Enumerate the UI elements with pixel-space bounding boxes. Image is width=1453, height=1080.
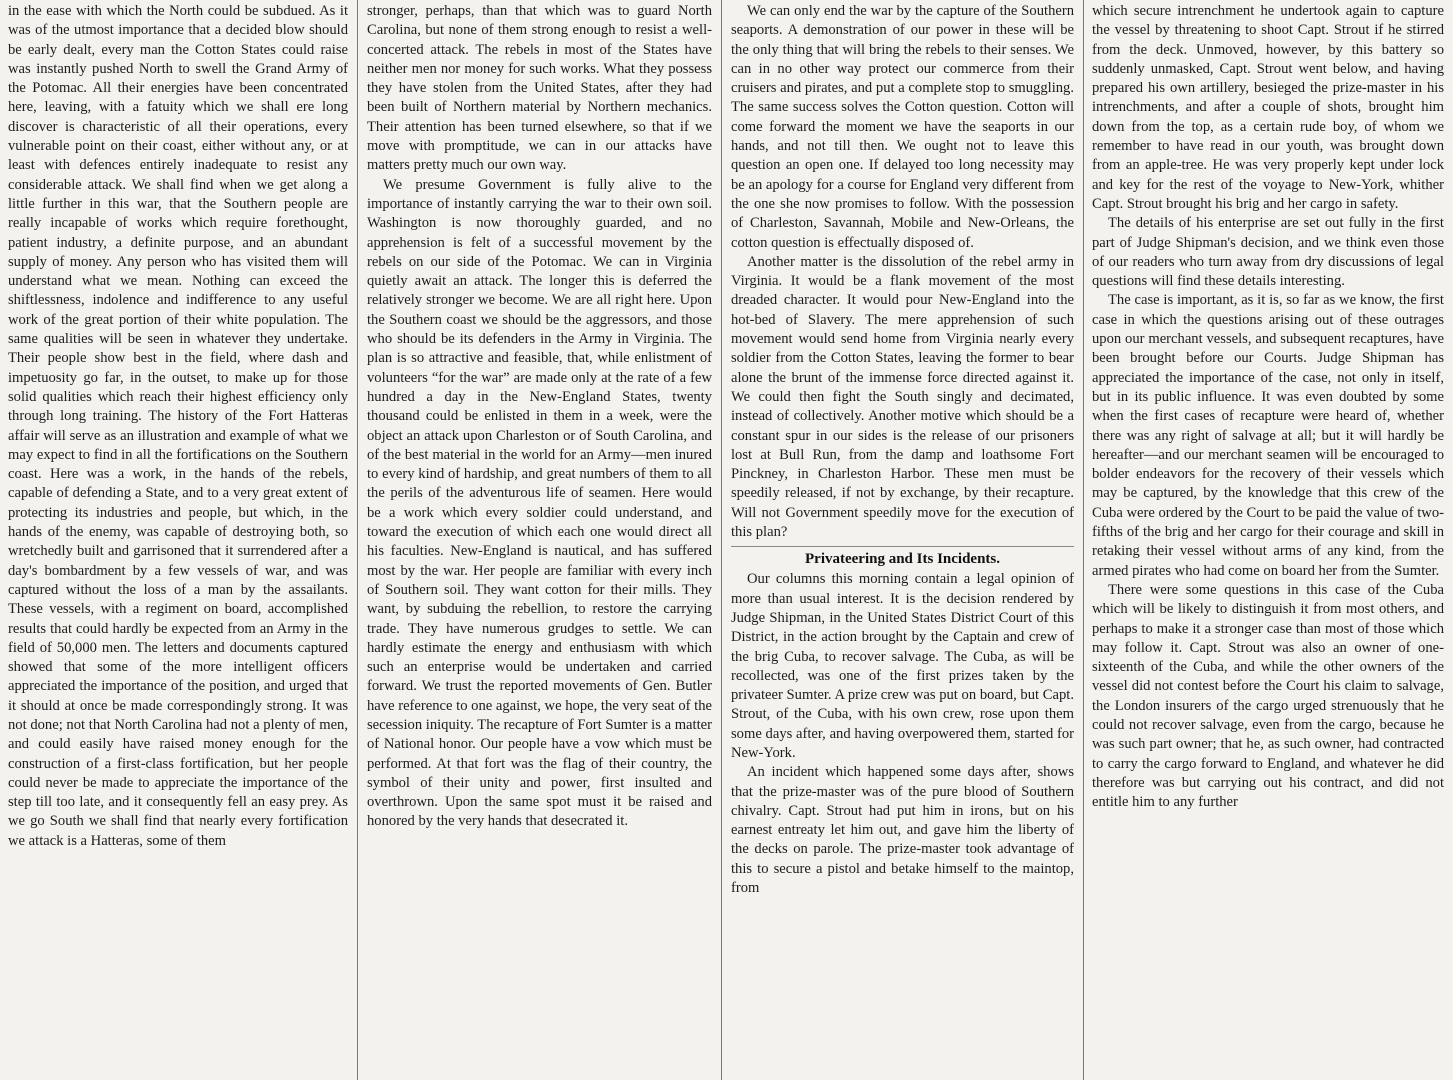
paragraph: The case is important, as it is, so far as we know, the first case in which the questions arising out of these outrages upon our merchant vessels, and subsequent recaptures, have been brought before our Courts. Judge Shipman has appreciated the importance of the case, not only in itself, but in its public influence. It was even doubted by some when the first cases of recapture were heard of, whether there was any right of salvage at all; but it will hardly be hereafter—and our merchant seamen will be encouraged to bolder endeavors for the recovery of their vessels which may be captured, by the knowledge that this crew of the Cuba were ordered by the Court to be paid the value of two-fifths of the brig and her cargo for their courage and skill in retaking their vessel without arms of any kind, from the armed pirates who had come on board her from the Sumter. [1092,292,1444,579]
paragraph: Our columns this morning contain a legal opinion of more than usual interest. It is the decision rendered by Judge Shipman, in the United States District Court of this District, in the action brought by the Captain and crew of the brig Cuba, to recover salvage. The Cuba, as will be recollected, was one of the first prizes taken by the privateer Sumter. A prize crew was put on board, but Capt. Strout, of the Cuba, with his own crew, rose upon them some days after, and having overpowered them, started for New-York. [731,571,1074,761]
paragraph: which secure intrenchment he undertook again to capture the vessel by threatening to shoot Capt. Strout if he stirred from the deck. Unmoved, however, by this battery so suddenly unmasked, Capt. Strout went below, and having prepared his own artillery, besieged the prize-master in his intrenchments, and after a couple of shots, brought him down from the top, as a certain rude boy, of whom we remember to have read in our youth, was brought down from an apple-tree. He was very properly kept under lock and key for the rest of the voyage to New-York, whither Capt. Strout brought his brig and her cargo in safety. [1092,3,1444,212]
paragraph: The details of his enterprise are set out fully in the first part of Judge Shipman's decision, and we think even those of our readers who turn away from dry discussions of legal questions will find these details interesting. [1092,215,1444,290]
paragraph: stronger, perhaps, than that which was to guard North Carolina, but none of them strong enough to resist a well-concerted attack. The rebels in most of the States have neither men nor money for such works. What they possess they have stolen from the United States, after they had been built of Northern material by Northern mechanics. Their attention has been turned elsewhere, so that if we move with promptitude, we can in our attacks have matters pretty much our own way. [367,3,712,174]
paragraph: We can only end the war by the capture of the Southern seaports. A demonstration of our power in these will be the only thing that will bring the rebels to their senses. We can in no other way protect our commerce from their cruisers and pirates, and put a complete stop to smuggling. The same success solves the Cotton question. Cotton will come forward the moment we have the seaports in our hands, and not till then. We ought not to leave this question an open one. If delayed too long necessity may be an apology for a course for England very different from the one she now promises to follow. With the possession of Charleston, Savannah, Mobile and New-Orleans, the cotton question is effectually disposed of. [731,3,1074,251]
column-3 [729,2,1076,1076]
column-1 [6,2,350,1076]
paragraph: There were some questions in this case of the Cuba which will be likely to distinguish it from most others, and perhaps to make it a stronger case than most of those which may follow it. Capt. Strout was also an owner of one-sixteenth of the Cuba, and while the other owners of the vessel did not contest before the Court his claim to salvage, the London insurers of the cargo urged strenuously that he could not recover salvage, even from the cargo, because he was such part owner; that he, as such owner, had contracted to carry the cargo forward to England, and whatever he did therefore was but carrying out his contract, and did not entitle him to any further [1092,581,1444,811]
column-2 [365,2,714,1076]
column-4 [1090,2,1446,1076]
paragraph: Another matter is the dissolution of the rebel army in Virginia. It would be a flank movement of the most dreaded character. It would pour New-England into the hot-bed of Slavery. The mere apprehension of such movement would send home from Virginia nearly every soldier from the Cotton States, leaving the former to bear alone the brunt of the immense force directed against it. We could then fight the South singly and decimated, instead of collectively. Another motive which should be a constant spur in our sides is the release of our prisoners lost at Bull Run, from the damp and loathsome Fort Pinckney, in Charleston Harbor. These men must be speedily released, if not by exchange, by their recapture. Will not Government speedily move for the execution of this plan? [731,253,1074,541]
paragraph: in the ease with which the North could be subdued. As it was of the utmost importance that a decided blow should be early dealt, every man the Cotton States could raise was instantly pushed North to swell the Grand Army of the Potomac. All their energies have been concentrated here, leaving, with a fatuity which we shall ere long discover is characteristic of all their operations, every vulnerable point on their coast, either without any, or at least with defences entirely inadequate to resist any considerable attack. We shall find when we get along a little further in this war, that the Southern people are really incapable of works which require forethought, patient industry, a definite purpose, and an abundant supply of money. Any person who has visited them will understand what we mean. Nothing can exceed the shiftlessness, indolence and indifference to any useful work of the great portion of their white population. The same qualities will be seen in whatever they undertake. Their people show best in the field, where dash and impetuosity go far, in the outset, to make up for those solid qualities which reach their highest efficiency only through long training. The history of the Fort Hatteras affair will serve as an illustration and example of what we may expect to find in all the fortifications on the Southern coast. Here was a work, in the hands of the rebels, capable of defending a State, and to a very great extent of protecting its industries and people, but which, in the hands of the enemy, was capable of destroying both, so wretchedly built and garrisoned that it surrendered after a day's bombardment by a few vessels of war, and was captured without the loss of a man by the assailants. These vessels, with a regiment on board, accomplished results that could hardly be expected from an Army in the field of 50,000 men. The letters and documents captured showed that some of the more intelligent officers appreciated the importance of the position, and urged that it should at once be made correspondingly strong. It was not done; not that North Carolina had not a plenty of men, and could easily have raised money enough for the construction of a first-class fortification, but her people could never be made to appreciate the importance of the step till too late, and it consequently fell an easy prey. As we go South we shall find that nearly every fortification we attack is a Hatteras, some of them [8,3,348,849]
paragraph: We presume Government is fully alive to the importance of instantly carrying the war to their own soil. Washington is now thoroughly guarded, and no apprehension is felt of a successful movement by the rebels on our side of the Potomac. We can in Virginia quietly await an attack. The longer this is deferred the relatively stronger we become. We are all right here. Upon the Southern coast we should be the aggressors, and those who should be its defenders in the Army in Virginia. The plan is so attractive and feasible, that, while enlistment of volunteers “for the war” are made only at the rate of a few hundred a day in the New-England States, twenty thousand could be enlisted in them in a week, were the object an attack upon Charleston or of South Carolina, and of the best material in the world for an Army—men inured to every kind of hardship, and great numbers of them to all the perils of the adventurous life of seamen. Here would be a work which every soldier could understand, and toward the execution of which each one would direct all his faculties. New-England is nautical, and has suffered most by the war. Her people are familiar with every inch of Southern soil. They want cotton for their mills. They want, by subduing the rebellion, to restore the carrying trade. They have numerous grudges to settle. We can hardly estimate the energy and enthusiasm with which such an enterprise would be undertaken and carried forward. We trust the reported movements of Gen. Butler have reference to one against, we hope, the very seat of the secession iniquity. The recapture of Fort Sumter is a matter of National honor. Our people have a vow which must be performed. At that fort was the flag of their country, the symbol of their unity and power, first insulted and overthrown. Upon the same spot must it be raised and honored by the very hands that desecrated it. [367,176,712,830]
paragraph: An incident which happened some days after, shows that the prize-master was of the pure blood of Southern chivalry. Capt. Strout had put him in irons, but on his earnest entreaty let him out, and gave him the liberty of the decks on parole. The prize-master took advantage of this to secure a pistol and betake himself to the maintop, from [731,764,1074,897]
article-heading: Privateering and Its Incidents. [731,546,1074,568]
column-rule [1083,0,1084,1080]
column-rule [721,0,722,1080]
column-rule [357,0,358,1080]
